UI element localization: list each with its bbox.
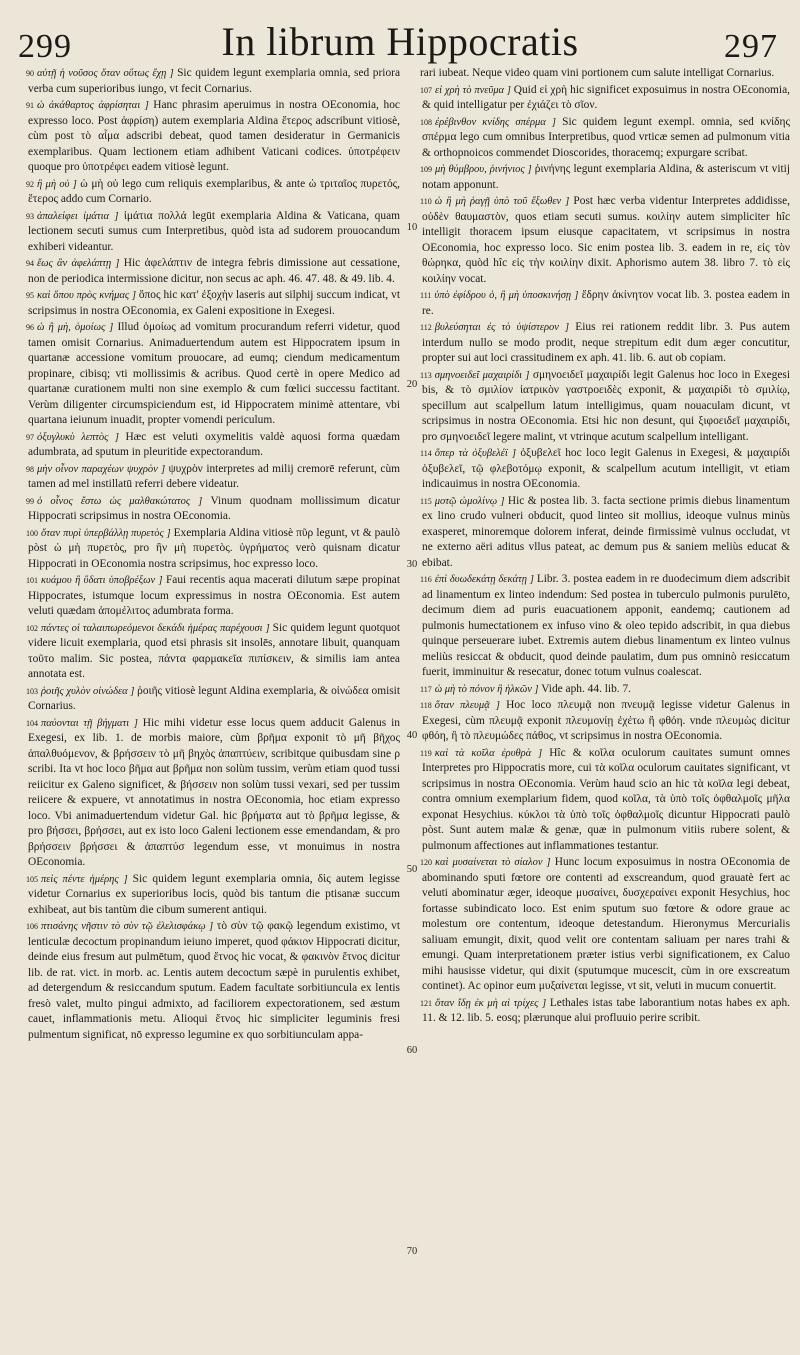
note-text: ἔδρην ἀκίνητον vocat lib. 3. postea eadem in re.	[422, 289, 790, 317]
page-header	[0, 8, 800, 68]
annotation-note	[422, 162, 790, 193]
note-number: 92	[26, 179, 34, 189]
note-lemma: ὅταν ἴδῃ ἐκ μὴ αἱ τρίχες ]	[435, 997, 550, 1009]
note-lemma: πτισάνης νῆστιν τὸ σὺν τῷ ἐλελισφάκῳ ]	[41, 921, 217, 932]
margin-line-number: 60	[406, 1045, 418, 1056]
note-number: 121	[420, 998, 432, 1008]
note-number: 107	[420, 85, 432, 95]
annotation-note	[28, 66, 400, 97]
note-lemma: βυλεύσηται ἐς τὸ ὑψίστερον ]	[434, 322, 576, 333]
note-text: Hîc & κοῖλα oculorum cauitates sumunt omnes Interpretes pro Hippocratis more, cui τὰ κοῖλα oculorum cauitates significant, vt scripsimus in nostra OEconomia. Verùm haud scio an hic τὰ κοῖλα legi debeat, contra omnium exemplarium fidem, quod κοῖλα, τὰ ὑπὸ τοῖς ὀφθαλμοῖς μῆλα exponat Hesychius. κύκλοι τὰ ὑπὸ τοῖς ὀφθαλμοῖς dicuntur Hippocrati paulò pòst. Sunt autem malæ & genæ, quæ in pulmonum vitiis rubere solent, & pulmonum affectiones aut inflammationes testantur.	[422, 746, 791, 852]
note-number: 117	[420, 684, 432, 694]
note-lemma: ἐπὶ δυωδεκάτῃ δεκάτῃ ]	[434, 574, 537, 585]
note-lemma: καὶ τὰ κοῖλα ἐρυθρὰ ]	[434, 747, 550, 759]
note-lemma: μὴν οἶνον παραχέων ψυχρὸν ]	[37, 463, 169, 475]
note-lemma: ὡ ἢ μὴ, ὁμοίως ]	[37, 322, 118, 333]
annotation-note	[422, 288, 790, 319]
note-text: τὸ σὺν τῷ φακῷ legendum existimo, vt lenticulæ decoctum propinandum ieiuno imperet, quod φάκιον Hippocrati dicitur, deinde eius fresum aut pulmētum, quod ἔτνος hic vocat, & φακινὸν ἔτνος dicitur lib. de rat. vict. in morb. ac. Lentis autem decoctum sæpè in purulentis exhibet, ad detergendum & resiccandum sputum. Eadem facultate sorbitiuncula ex lentis fresò valet, multo pingui admixto, ad faciliorem expectorationem, sed æstum cauet, inflammationis metu. Alioqui ἔτνος hic simpliciter leguminis fresi pulmentum significat, nō expresso legumine ex quo sorbitiunculam appa-	[28, 920, 400, 1041]
note-text: Hunc locum exposuimus in nostra OEconomia de abominando sputi fœtore ore contenti ad exscreandum, quod grauatè fert ac veluti abominatur æger, ideoque μυσαίνει, δυσχεραίνει exponit Hesychius, hoc fortasse subindicato loco. Est enim sputum suo fœtore & odore graue ac molestum ore contentum, ideoque detestandum. Hieronymus Mercurialis saliuam emungit, dixit, quod velit ore contentam saliuam per nares trahi & emungi. Quam interpretationem præter istius verbi significationem, ex Caluo mihi hausisse videtur, qui dixit (sputumque mucescit, cùm in ore exscreatum continet). Ac opinor eum μυξαίνεται legisse, vt sit, veluti in mucum conuertit.	[422, 856, 790, 992]
note-lemma: ὅταν πυρὶ ὑπερβάλλῃ πυρετὸς ]	[41, 527, 174, 539]
note-text: Faui recentis aqua macerati dilutum sæpe propinat Hippocrates, istumque locum expressimus in nostra OEconomia. Est autem veluti quædam ἀπομέλιτος adumbrata forma.	[28, 574, 400, 617]
note-text: Libr. 3. postea eadem in re duodecimum diem adscribit ad linamentum ex linteo indendum: Sed postea in tuberculo pulmonis purulēto, decimum diem ad puris euacuationem apponit, eandemq; cautionem ad pulmonis humectationem ex infuso vino & oleo tepido adscribit, in qua diebus quinque perseuerare iubet. Extremis autem diebus linamentum ex linteo vulnus meliùs resiccat & obducit, quod deinde paulatim, dum pus omninò resiccatum fuerit, imminuitur & resecatur, donec totum vulnus coalescat.	[422, 573, 790, 678]
note-text: Hic ἀφελάπτιν de integra febris dimissione aut cessatione, non de periodica intermissione dicitur, non secus ac aph. 46. 47. 48. & 49. lib. 4.	[28, 257, 400, 285]
note-text: ὀξυβελεῖ hoc loco legit Galenus in Exegesi, & μαχαιρίδι ὀξυβελεῖ, τῷ φλεβοτόμῳ exponit, & scalpellum acutum intelligit, vt etiam indicauimus in nostra OEconomia.	[422, 447, 790, 490]
note-lemma: ὑπὸ ἐφίδρου ὁ, ἢ μὴ ὑποσκινήσῃ ]	[434, 290, 582, 301]
note-number: 99	[26, 496, 34, 506]
note-number: 119	[420, 748, 432, 758]
note-text: Eius rei rationem reddit libr. 3. Pus autem interdum nullo se modo prodit, neque strepitum edit dum æger concutitur, propter sui aut loci crassitudinem ex aph. 41. lib. 6. aut ob copiam.	[422, 321, 790, 364]
note-text: Hic & postea lib. 3. facta sectione primis diebus linamentum ex lino crudo vulneri obducit, quod linteo sit mollius, ideoque vulnus minùs exasperet, minoremque dolorem inferat, deinde firmissimè vulnus occludat, vt ne externo aëri aditus vllus pateat, ac demum pus & saniem meliùs educat & ebibat.	[422, 494, 790, 569]
annotation-note	[422, 83, 790, 114]
running-title: In librum Hippocratis	[221, 19, 579, 64]
note-text: Quid εἰ χρὴ hic significet exposuimus in nostra OEconomia, & quid intelligatur per ἐχιάζει τὸ σῖον.	[422, 83, 790, 111]
note-number: 94	[26, 259, 34, 268]
note-number: 93	[26, 211, 34, 221]
note-text: Exemplaria Aldina vitiosè πῦρ legunt, vt & paulò pòst ὡ μὴ πυρετὸς, pro ἢν μὴ πυρετὸς. ὑγρήματος verò quisnam dicatur Hippocrati in OEconomia nostra scripsimus, hoc expresso loco.	[28, 526, 400, 570]
note-number: 120	[420, 858, 432, 867]
margin-line-number: 70	[406, 1246, 418, 1257]
note-text: ῥινήνης legunt exemplaria Aldina, & asteriscum vt vitij notam apponunt.	[422, 163, 790, 191]
annotation-note	[28, 526, 400, 573]
note-number: 91	[26, 101, 34, 110]
left-column	[28, 66, 400, 1044]
note-text: ὡ μὴ οὐ lego cum reliquis exemplaribus, & ante ὡ τριταῖος πυρετός, ἕτερος addo cum Cornario.	[28, 177, 400, 205]
note-number: 100	[26, 528, 38, 538]
note-lemma: αὐτῇ ἡ νοῦσος ὅταν οὕτως ἔχῃ ]	[37, 68, 178, 79]
note-text: ὅπος hic κατ' ἐξοχὴν laseris aut silphij succum indicat, vt scripsimus in nostra OEconomia, ex Galeni expositione in Exegesi.	[28, 289, 400, 317]
margin-line-number: 10	[406, 222, 418, 233]
folio-right: 297	[724, 28, 778, 65]
note-number: 105	[26, 874, 38, 884]
annotation-note	[422, 446, 790, 493]
annotation-note	[28, 256, 400, 287]
note-lemma: σμηνοειδεῖ μαχαιρίδι ]	[434, 369, 533, 381]
note-number: 109	[420, 165, 432, 174]
note-number: 111	[420, 291, 432, 300]
note-number: 118	[420, 701, 432, 710]
note-text: Vinum quodnam mollissimum dicatur Hippocrati scripsimus in nostra OEconomia.	[28, 494, 400, 522]
note-lemma: καὶ ὅπου πρὸς κνήμας ]	[37, 290, 139, 301]
note-number: 113	[420, 370, 432, 380]
annotation-note	[422, 494, 790, 572]
note-lemma: πάντες οἱ ταλαιπωρεόμενοι δεκάδι ἡμέρας παρέχουσι ]	[41, 622, 273, 634]
note-text: Sic quidem legunt exemplaria omnia, δὶς autem legisse videtur Cornarius ex superioribus locis, quòd bis tantum die ptisanæ succum exhibeat, aut bis tantùm die cibum sumerent antiqui.	[28, 872, 400, 916]
note-lemma: ὅταν πλευμᾷ ]	[434, 700, 507, 711]
note-lemma: ἕως ἂν ἀφελάπτῃ ]	[37, 258, 124, 269]
note-number: 115	[420, 496, 432, 506]
note-lemma: μὴ θύμβρου, ῥινήνιος ]	[435, 164, 535, 175]
annotation-note	[28, 872, 400, 919]
note-number: 114	[420, 449, 432, 458]
note-text: Sic quidem legunt exempl. omnia, sed κνίδης σπέρμα lego cum omnibus Interpretibus, quod vrticæ semen ad pulmonum vitia & orthopnoicos commendet Dioscorides, thoracemq; expurgare scribat.	[422, 115, 790, 159]
annotation-note	[422, 855, 790, 995]
annotation-note	[28, 621, 400, 683]
note-lemma: ὁ οἶνος ἔστω ὡς μαλθακώτατος ]	[37, 495, 211, 507]
note-number: 103	[26, 686, 38, 696]
note-lemma: ὡ μὴ τὸ πόνον ἢ ἡλκῶν ]	[434, 683, 542, 695]
note-number: 90	[26, 69, 34, 78]
annotation-note	[422, 320, 790, 367]
note-lemma: ὀξυγλυκὺ λεπτὸς ]	[37, 431, 126, 443]
annotation-note	[28, 919, 400, 1043]
note-text: Hoc loco πλευμᾷ non πνευμᾷ legisse videtur Galenus in Exegesi, cùm πλευμᾷ exponit πλευμονίῃ ἐχέτω ἢ φθόη. vnde πλευμὼς dicitur φθόη, ἢ τὸ πλευμώδες πάθος, vt scripsimus in nostra OEconomia.	[422, 699, 790, 742]
note-lemma: ὡ ἀκάθαρτος ἀφρίσηται ]	[37, 100, 154, 111]
note-number: 98	[26, 464, 34, 474]
right-column	[422, 66, 790, 1028]
note-number: 110	[420, 197, 432, 206]
note-number: 96	[26, 323, 34, 332]
note-text: Sic quidem legunt quotquot videre licuit exemplaria, quod etsi phrasis sit insolēs, annotare libuit, quanquam τοῦτο malim. Sic postea, πάντα φαρμακεῖα πιπίσκειν, & similis iam antea annotata est.	[28, 621, 401, 680]
note-text: ῥοιῆς vitiosè legunt Aldina exemplaria, & οἰνώδεα omisit Cornarius.	[28, 684, 401, 712]
annotation-note	[28, 98, 400, 176]
note-text: σμηνοειδεῖ μαχαιρίδι legit Galenus hoc loco in Exegesi bis, & τὸ σμιλίον ἰατρικὸν γαστροειδὲς exponit, & μαχαιρίδι τὸ σμιλίῳ, specillum aut scalpellum latum intelligimus, quam nouaculam dicunt, vt scripsimus in nostra OEconomia. Etsi hic non desunt, qui ξιφοειδεῖ μαχαιρίδι, pro σμηνοειδεῖ legere malint, vt vtrinque acutum scalpellum intelligant.	[422, 368, 790, 443]
note-number: 108	[420, 117, 432, 127]
note-number: 104	[26, 718, 38, 728]
note-lemma: ὡ ἢ μὴ ῥαγῇ ὑπὸ τοῦ ἔξωθεν ]	[434, 196, 574, 207]
note-text: rari iubeat. Neque video quam vini portionem cum salute intelligat Cornarius.	[420, 67, 775, 79]
note-lemma: ἀπαλείφει ἰμάτια ]	[37, 210, 124, 222]
note-lemma: πεὶς πέντε ἡμέρης ]	[41, 873, 133, 885]
annotation-note	[28, 430, 400, 461]
margin-line-number: 50	[406, 864, 418, 875]
note-text: Vide aph. 44. lib. 7.	[541, 682, 632, 695]
note-text: Lethales istas tabe laborantium notas habes ex aph. 11. & 12. lib. 5. eosq; plærunque alui profluuio perire scribit.	[422, 996, 790, 1024]
annotation-note	[28, 288, 400, 319]
note-text: Hæc est veluti oxymelitis valdè aquosi forma quædam adumbrata, ad sputum in pleuritide expectorandum.	[28, 430, 400, 458]
note-text: Hic mihi videtur esse locus quem adducit Galenus in Exegesi, ex lib. 1. de morbis maiore, cùm βρῆμα exponit τὸ μῆ βῆχος ἀπαλθυόμενον, & βρήσσειν τὸ μῆ βηχὸς ἀπαπτύειν, scribitque quibusdam sine ρ scribi. Ita vt hoc loco βῆμα aut βρῆμα non solùm tussim, verùm etiam quod tussi reiicitur ex Galeno significet, & βήσσειν non solùm tussi vexari, sed per tussim reiicere & expuere, vt annotatimus in nostra OEconomia, hoc etiam expresso loco. Vbi animaduertendum videtur Gal. hic βρήματα aut τὸ βρῆμα legisse, & pro βήσσει, βρήσσει, aut ex isto loco Galeni lectionem esse emendandam, & pro βρήσσειν βρήσσει & ἀπαπτύσ legendum esse, vt monuimus in nostra OEconomia.	[28, 716, 400, 868]
note-number: 102	[26, 623, 38, 633]
note-lemma: ἐρέβινθον κνίδης σπέρμα ]	[435, 116, 563, 128]
annotation-note	[422, 682, 790, 698]
annotation-note	[422, 194, 790, 287]
note-number: 97	[26, 432, 34, 442]
annotation-note	[422, 746, 790, 855]
note-number: 95	[26, 291, 34, 300]
annotation-note	[422, 698, 790, 745]
note-text: ἱμάτια πολλά legūt exemplaria Aldina & Vaticana, quam lectionem secuti sumus cum Interpretibus, quòd ista ad sudorem prouocandum exhiberi videantur.	[28, 209, 400, 253]
margin-line-number: 30	[406, 559, 418, 570]
note-lemma: ῥοιῆς χυλὸν οἰνώδεα ]	[41, 685, 138, 697]
note-text: ψυχρὸν interpretes ad milij cremorē referunt, cùm tamen ad mel instillatū referri debere videatur.	[28, 462, 400, 490]
annotation-note	[422, 996, 790, 1027]
note-lemma: εἰ χρὴ τὸ πνεῦμα ]	[435, 84, 514, 96]
annotation-note	[422, 115, 790, 162]
note-number: 116	[420, 575, 432, 584]
note-lemma: καὶ μυσαίνεται τὸ σίαλον ]	[435, 857, 555, 868]
note-lemma: κυάμου ἢ ὕδατι ὑποβρέξων ]	[41, 575, 166, 586]
annotation-note	[28, 462, 400, 493]
annotation-note	[28, 209, 400, 256]
margin-line-number: 40	[406, 730, 418, 741]
annotation-note	[28, 320, 400, 429]
note-number: 112	[420, 323, 432, 332]
annotation-note	[422, 572, 790, 681]
annotation-note	[28, 177, 400, 208]
annotation-note	[28, 494, 400, 525]
note-text: Illud ὁμοίως ad vomitum procurandum referri videtur, quod tamen omisit Cornarius. Animaduertendum autem est Hippocratem ipsum in quartanæ accessione vomitum prouocare, ad eumq; ciendum medicamentum propinare, cibisq; vti mollissimis & acribus. Quod certè in opere Medico ad quartanæ curationem multi non sine exemplo & cum fœlici successu factitant. Verùm diligenter circumspiciendum est, id Hippocratem minimè attentare, vbi quartana ieiunum inuadit, propter vomendi periculum.	[28, 321, 400, 426]
note-lemma: παύονται τῇ βήγματι ]	[41, 717, 143, 729]
folio-left: 299	[18, 28, 72, 65]
note-lemma: ὅπερ τὰ ὀξυβελέϊ ]	[434, 448, 521, 459]
note-number: 106	[26, 922, 38, 931]
note-text: Hanc phrasim aperuimus in nostra OEconomia, hoc expresso loco. Post ἀφρίση) autem exemplaria Aldina ἕτερος adscribunt vitiosè, cùm post τὸ αἷμα adscribi debeat, quod tamen desideratur in Germanicis exemplaribus. Quam lectionem etiam adhibent Vaticani codices. ὑποτρέφειν quoque pro ὑποτρέφει eadem vitiosè legunt.	[28, 99, 400, 173]
annotation-note	[422, 368, 790, 446]
note-text: Post hæc verba videntur Interpretes addidisse, οὐδὲν θαυμαστὸν, quos etiam secuti sumus. κοιλίην autem simpliciter hîc intelligit thoracem ipsum eiusque capacitatem, vt scripsimus in nostra OEconomia, hoc expresso loco. Sic enim postea lib. 3. eadem in re, εἰς τὸν θώρηκα, quòd hîc εἰς τὴν κοιλίην dixit. Aphorismo autem 38. libro 7. τὸ εἰς κοιλίην vocat.	[422, 195, 790, 285]
margin-line-number: 20	[406, 379, 418, 390]
annotation-note	[422, 66, 790, 82]
note-lemma: μοτῷ ὠμολίνῳ ]	[434, 495, 508, 507]
note-text: Sic quidem legunt exemplaria omnia, sed priora verba cum superioribus iungo, vt fecit Cornarius.	[28, 67, 400, 95]
annotation-note	[28, 716, 400, 871]
annotation-note	[28, 573, 400, 620]
annotation-note	[28, 684, 400, 715]
note-lemma: ἢ μὴ οὐ ]	[37, 178, 81, 190]
note-number: 101	[26, 576, 38, 585]
